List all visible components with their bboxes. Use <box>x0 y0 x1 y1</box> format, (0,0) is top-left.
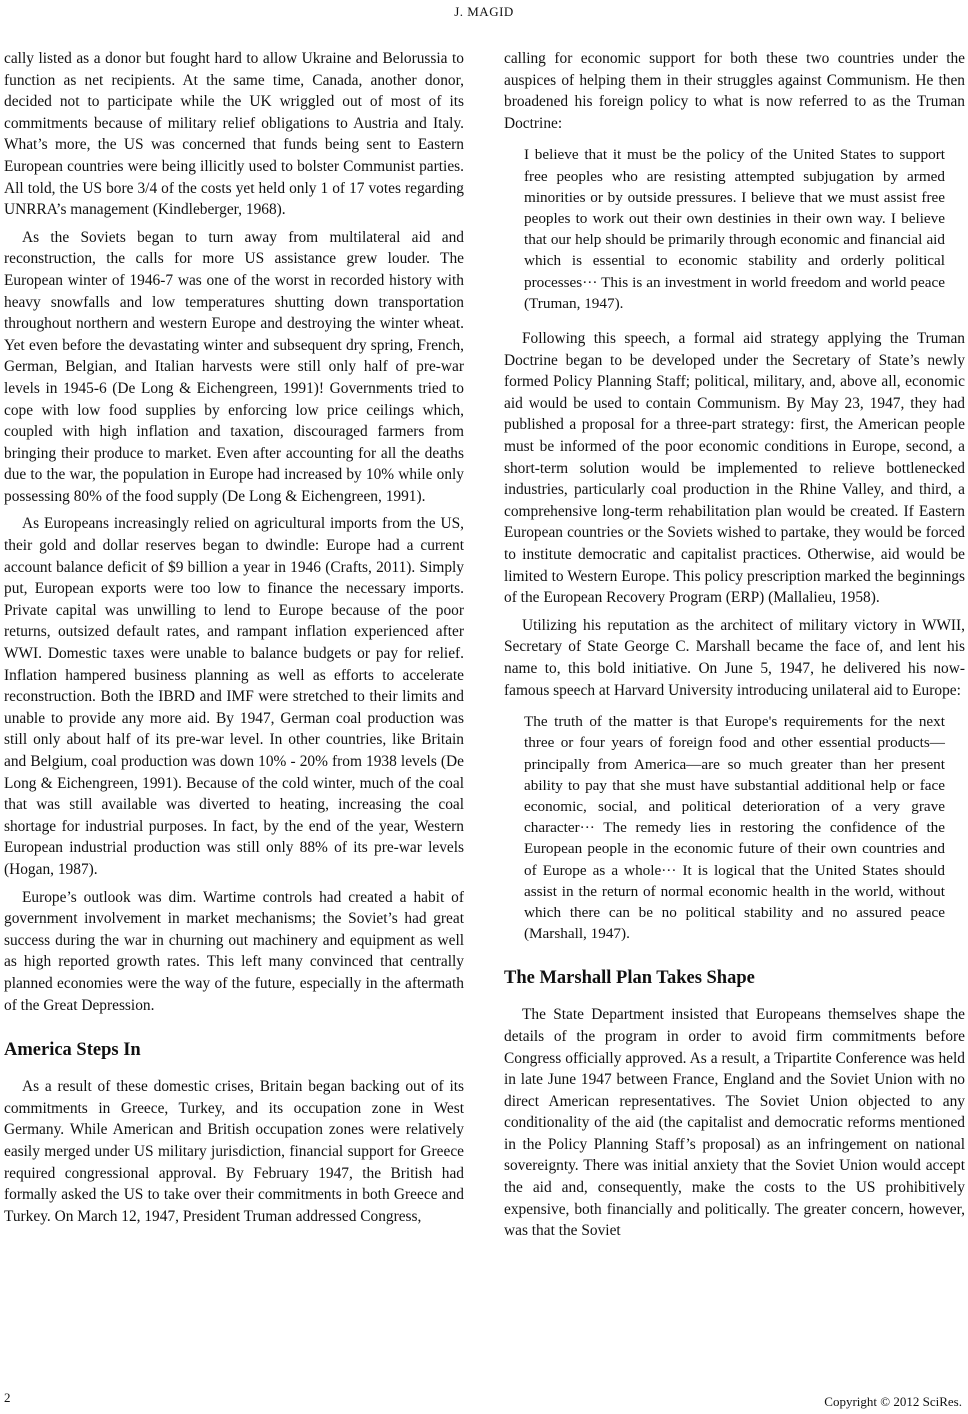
paragraph: Utilizing his reputation as the architect of military victory in WWII, Secretary of State George C. Marshall became the face of, and lent his name to, this bold initiative. On June 5, 1947, he delivered his now-famous speech at Harvard University introducing unilateral aid to Europe: <box>504 616 965 699</box>
paragraph: As a result of these domestic crises, Britain began backing out of its commitments in Greece, Turkey, and its occupation zone in West Germany. While American and British occupation zones were relatively easily merged under US military jurisdiction, financial support for Greece required congressional approval. By February 1947, the British had formally asked the US to take over their commitments in both Greece and Turkey. On March 12, 1947, President Truman addressed Congress, <box>4 1078 464 1225</box>
paragraph: The State Department insisted that Europeans themselves shape the details of the program in order to avoid firm commitments before Congress officially approved. As a result, a Tripartite Conference was held in late June 1947 between France, England and the Soviet Union with no direct American representatives. The Soviet Union objected to any conditionality of the aid (the capitalist and democratic reforms mentioned in the Policy Planning Staff’s proposal) as an infringement on national sovereignty. There was initial anxiety that the Soviet Union would accept the aid and, consequently, make the costs to the US prohibitively expensive, both financially and politically. The greater concern, however, was that the Soviet <box>504 1006 965 1240</box>
page-number: 2 <box>4 1390 11 1405</box>
running-head: J. MAGID <box>454 4 514 19</box>
paragraph: Following this speech, a formal aid strategy applying the Truman Doctrine began to be developed under the Secretary of State’s newly formed Policy Planning Staff; political, military, and, above all, economic aid would be used to contain Communism. By May 23, 1947, they had published a proposal for a three-part strategy: first, the American people must be informed of the poor economic conditions in Europe, second, a short-term solution would be implemented to relieve bottlenecked industries, particularly coal production in the Rhine Valley, and third, a comprehensive long-term rehabilitation plan would be created. If Eastern European countries or the Soviets wished to partake, they would be forced to institute democratic and capitalist practices. Otherwise, aid would be limited to Western Europe. This policy prescription marked the beginnings of the European Recovery Program (ERP) (Mallalieu, 1958). <box>504 330 965 607</box>
block-quote: The truth of the matter is that Europe's requirements for the next three or four years of foreign food and other essential products—principally from America—are so much greater than her present ability to pay that she must have substantial additional help or face economic, social, and political deterioration of a very grave character··· The remedy lies in restoring the confidence of the European people in the economic future of their own countries and of Europe as a whole··· It is logical that the United States should assist in the return of normal economic health in the world, without which there can be no political stability and no assured peace (Marshall, 1947). <box>524 713 945 943</box>
paragraph: calling for economic support for both these two countries under the auspices of helping them in their struggles against Communism. He then broadened his foreign policy to what is now referred to as the Truman Doctrine: <box>504 50 965 132</box>
right-column <box>504 48 965 1242</box>
paragraph: As Europeans increasingly relied on agricultural imports from the US, their gold and dollar reserves began to dwindle: Europe had a current account balance deficit of $9 billion a year in 1946 (Crafts, 2011). Simply put, European exports were too low to finance the necessary imports. Private capital was unwilling to lend to Europe because of the poor returns, outsized default rates, and rampant inflation experienced after WWI. Domestic taxes were unable to balance budgets or pay for relief. Inflation hampered business planning as well as efforts to accelerate reconstruction. Both the IBRD and IMF were stretched to their limits and unable to provide any more aid. By 1947, German coal production was still only about half of its pre-war level. In other countries, like Britain and Belgium, coal production was down 10% - 20% from 1938 levels (De Long & Eichengreen, 1991). Because of the cold winter, much of the coal that was still available was diverted to heating, increasing the coal shortage for industrial purposes. In fact, by the end of the year, Western European industrial production was still only 88% of its pre-war levels (Hogan, 1987). <box>4 515 464 878</box>
paragraph: As the Soviets began to turn away from multilateral aid and reconstruction, the calls for more US assistance grew louder. The European winter of 1946-7 was one of the worst in recorded history with heavy snowfalls and low temperatures shutting down transportation throughout northern and western Europe and destroying the winter wheat. Yet even before the devastating winter and subsequent dry spring, French, German, Belgian, and Italian harvests were still only half of pre-war levels in 1945-6 (De Long & Eichengreen, 1991)! Governments tried to cope with low food supplies by enforcing low price ceilings which, coupled with high inflation and taxation, discouraged farmers from bringing their produce to market. Even after accounting for all the deaths due to the war, the population in Europe had increased by 10% while only possessing 80% of the food supply (De Long & Eichengreen, 1991). <box>4 228 464 505</box>
block-quote: I believe that it must be the policy of the United States to support free peoples who are resisting attempted subjugation by armed minorities or by outside pressures. I believe that we must assist free peoples to work out their own destinies in their own way. I believe that our help should be primarily through economic and financial aid which is essential to economic stability and orderly political processes··· This is an investment in world freedom and world peace (Truman, 1947). <box>524 146 945 312</box>
left-column <box>4 48 464 1227</box>
section-heading: The Marshall Plan Takes Shape <box>504 968 755 989</box>
copyright: Copyright © 2012 SciRes. <box>824 1394 962 1409</box>
paragraph: cally listed as a donor but fought hard to allow Ukraine and Belorussia to function as net recipients. At the same time, Canada, another donor, decided not to participate while the UK wriggled out of most of its commitments because of military relief obligations to Austria and Italy. What’s more, the US was concerned that funds being sent to Eastern European countries were being illicitly used to bolster Communist parties. All told, the US bore 3/4 of the costs yet held only 1 of 17 votes regarding UNRRA’s management (Kindleberger, 1968). <box>4 50 464 219</box>
paragraph: Europe’s outlook was dim. Wartime controls had created a habit of government involvement in market mechanisms; the Soviet’s had great success during the war in churning out machinery and equipment as well as high reported growth rates. This left many convinced that centrally planned economies were the way of the future, especially in the aftermath of the Great Depression. <box>4 888 464 1014</box>
section-heading: America Steps In <box>4 1040 141 1061</box>
